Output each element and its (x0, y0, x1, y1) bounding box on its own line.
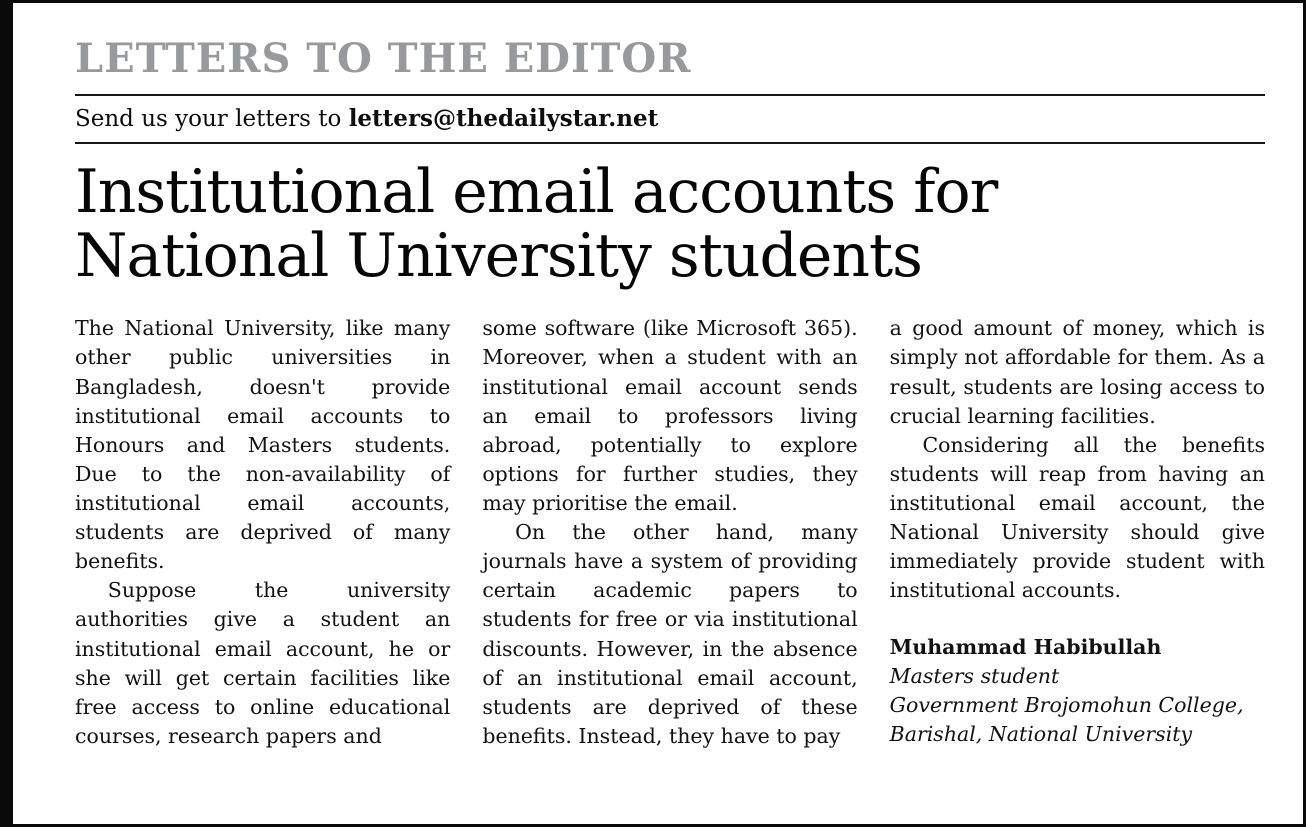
paragraph: Suppose the university authorities give a student an institutional email account, he or she will get certain facilities like free access to online educational courses, research papers and (75, 578, 451, 748)
column-paragraphs (482, 314, 857, 751)
author-detail-line: Masters student (889, 664, 1060, 689)
column-paragraphs (75, 314, 450, 751)
author-details (890, 662, 1265, 749)
paragraph: a good amount of money, which is simply not affordable for them. As a result, students are losing access to crucial learning facilities. (889, 316, 1265, 428)
article-column-1 (75, 314, 450, 751)
contact-rule (75, 142, 1265, 144)
contact-line (75, 96, 1265, 142)
author-name: Muhammad Habibullah (889, 635, 1162, 660)
article-column-3 (890, 314, 1265, 751)
contact-email: letters@thedailystar.net (348, 105, 659, 132)
paragraph: On the other hand, many journals have a system of providing certain academic papers to students for free or via institutional discounts. However, in the absence of an institutional email account, students are deprived of these benefits. Instead, they have to pay (482, 520, 858, 748)
paragraph: The National University, like many other public universities in Bangladesh, doesn't provide institutional email accounts to Honours and Masters students. Due to the non-availability of institutional email accounts, students are deprived of many benefits. (75, 316, 451, 574)
signature-block (890, 633, 1265, 749)
column-paragraphs (890, 314, 1265, 605)
paragraph: Considering all the benefits students will reap from having an institutional email account, the National University should give immediately provide student with institutional accounts. (889, 432, 1265, 603)
article-column-2 (482, 314, 857, 751)
article-body (75, 314, 1265, 751)
paragraph: some software (like Microsoft 365). Moreover, when a student with an institutional email account sends an email to professors living abroad, potentially to explore options for further studies, they may prioritise the email. (482, 316, 858, 516)
author-detail-line: Barishal, National University (889, 722, 1193, 747)
article-headline: Institutional email accounts for National University students (75, 157, 998, 292)
author-detail-line: Government Brojomohun College, (889, 693, 1244, 718)
contact-prefix: Send us your letters to (75, 106, 349, 132)
section-title: LETTERS TO THE EDITOR (75, 35, 692, 82)
